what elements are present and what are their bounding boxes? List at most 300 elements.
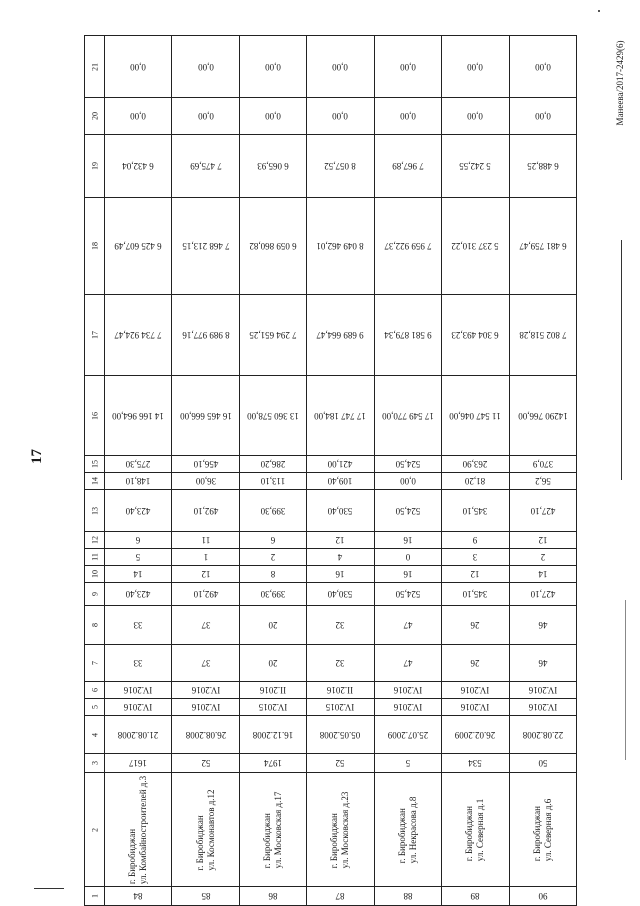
cell-value: 0,00 [130, 61, 147, 72]
column-number-label: 8 [90, 623, 99, 627]
table-cell [239, 532, 306, 549]
table-cell [307, 295, 374, 376]
table-cell [105, 583, 172, 606]
table-cell [442, 549, 509, 566]
table-cell [105, 198, 172, 295]
cell-value: 0,00 [265, 111, 281, 121]
cell-value: 7 294 651,25 [249, 330, 297, 340]
cell-value: IV.2015 [326, 702, 355, 712]
cell-value: 1974 [264, 758, 283, 768]
table-cell [442, 754, 509, 773]
cell-value: 16 [335, 569, 345, 579]
table-cell [172, 583, 239, 606]
table-cell [374, 754, 441, 773]
table-cell [239, 645, 306, 682]
table-cell [172, 754, 239, 773]
cell-value: 33 [133, 620, 143, 630]
table-cell [172, 98, 239, 135]
table-cell [374, 198, 441, 295]
table-cell [442, 682, 509, 699]
table-cell [374, 682, 441, 699]
column-number-label: 3 [90, 761, 99, 765]
column-number-label: 1 [90, 894, 99, 898]
table-band-col-7 [85, 645, 577, 682]
cell-value: 84 [133, 891, 143, 901]
table-cell [442, 566, 509, 583]
column-number [85, 699, 105, 716]
cell-value: 530,40 [328, 505, 353, 516]
cell-value: 21.08.2008 [117, 729, 159, 740]
column-number [85, 549, 105, 566]
cell-value: 524,50 [395, 505, 421, 516]
cell-value: IV.2016 [528, 685, 558, 695]
column-number [85, 682, 105, 699]
column-number-label: 10 [90, 570, 99, 578]
column-number [85, 645, 105, 682]
cell-value: 14 [133, 569, 143, 579]
table-cell [307, 456, 374, 473]
address-street: ул. Московская д.17 [273, 791, 284, 868]
cell-value: 20 [268, 658, 278, 668]
column-number-label: 16 [90, 411, 99, 420]
cell-value: 524,50 [395, 589, 421, 599]
cell-value: 427,10 [530, 589, 556, 599]
cell-value: 6 432,04 [122, 161, 154, 171]
column-number [85, 887, 105, 906]
table-cell [442, 36, 509, 98]
cell-value: 46 [538, 620, 548, 630]
table-cell [374, 135, 441, 198]
table-cell [509, 98, 576, 135]
table-cell [239, 699, 306, 716]
cell-value: 423,40 [125, 505, 151, 516]
cell-value: 0,00 [197, 61, 214, 72]
table-cell [374, 456, 441, 473]
column-number [85, 36, 105, 98]
cell-value: 370,9 [532, 459, 553, 469]
table-cell [239, 716, 306, 754]
cell-value: 11 547 046,00 [449, 410, 502, 421]
cell-value: 109,40 [328, 476, 353, 486]
column-number-label: 14 [90, 477, 99, 485]
table-cell [172, 716, 239, 754]
housing-table [84, 35, 577, 901]
table-cell [105, 773, 172, 887]
table-cell [374, 376, 441, 456]
table-cell [442, 98, 509, 135]
cell-value: IV.2016 [191, 685, 220, 695]
cell-value: 32 [335, 658, 345, 668]
table-cell [374, 36, 441, 98]
table-cell [374, 773, 441, 887]
cell-value: 12 [538, 535, 548, 545]
table-band-col-2 [85, 773, 577, 887]
cell-value: 56,2 [534, 476, 551, 486]
cell-value: 1 [203, 552, 208, 562]
table-band-col-3 [85, 754, 577, 773]
cell-value: IV.2016 [393, 685, 423, 695]
cell-value: 17 747 184,00 [314, 410, 367, 421]
cell-value: II.2016 [259, 685, 287, 695]
table-cell [172, 773, 239, 887]
address-text [397, 796, 419, 863]
table-cell [239, 549, 306, 566]
cell-value: 113,10 [260, 476, 286, 486]
cell-value: 7 468 213,15 [182, 241, 230, 251]
table-cell [374, 716, 441, 754]
table-cell [105, 549, 172, 566]
table-cell [374, 887, 441, 906]
table-cell [442, 645, 509, 682]
table-cell [509, 645, 576, 682]
cell-value: 3 [473, 552, 478, 562]
address-city: г. Биробиджан [127, 828, 138, 884]
table-cell [105, 490, 172, 532]
cell-value: 0,00 [400, 111, 416, 121]
table-cell [442, 583, 509, 606]
address-city: г. Биробиджан [194, 814, 205, 871]
table-cell [374, 490, 441, 532]
column-number-label: 12 [90, 536, 99, 544]
table-cell [509, 887, 576, 906]
table-cell [172, 490, 239, 532]
table-cell [239, 456, 306, 473]
cell-value: 4 [338, 552, 343, 562]
table-cell [374, 549, 441, 566]
table-cell [509, 135, 576, 198]
column-number-label: 2 [90, 827, 99, 832]
table-cell [172, 887, 239, 906]
cell-value: 492,10 [193, 505, 218, 516]
column-number [85, 716, 105, 754]
table-band-col-8 [85, 606, 577, 645]
cell-value: 86 [268, 891, 278, 901]
table-cell [105, 456, 172, 473]
cell-value: 6 [135, 535, 141, 545]
table-cell [172, 566, 239, 583]
cell-value: 524,50 [395, 459, 421, 469]
table-cell [105, 376, 172, 456]
table-cell [105, 699, 172, 716]
cell-value: 6 481 759,47 [519, 241, 567, 251]
column-number-label: 21 [90, 62, 99, 71]
table-cell [172, 549, 239, 566]
cell-value: 0,00 [197, 111, 214, 121]
cell-value: 6 425 607,49 [114, 241, 162, 251]
column-number-label: 6 [90, 688, 99, 692]
table-cell [442, 716, 509, 754]
address-city: г. Биробиджан [262, 812, 273, 868]
table-cell [172, 699, 239, 716]
cell-value: 05.05.2008 [320, 729, 361, 740]
page-number: 17 [29, 449, 45, 464]
table-band-col-1 [85, 887, 577, 906]
column-number [85, 532, 105, 549]
address-text [532, 798, 554, 860]
cell-value: 20 [268, 620, 278, 630]
cell-value: 0 [405, 552, 411, 562]
table-cell [442, 376, 509, 456]
cell-value: 5 [135, 552, 141, 562]
table-band-col-14 [85, 473, 577, 490]
table-cell [509, 716, 576, 754]
cell-value: 0,00 [400, 61, 416, 72]
table-cell [239, 473, 306, 490]
table-cell [509, 773, 576, 887]
table-cell [509, 532, 576, 549]
table-cell [442, 295, 509, 376]
table-cell [172, 682, 239, 699]
address-city: г. Биробиджан [464, 805, 475, 861]
cell-value: 16 [403, 535, 413, 545]
cell-value: 7 967,89 [392, 161, 424, 171]
scan-edge-line [621, 240, 622, 480]
table-cell [105, 295, 172, 376]
cell-value: 492,10 [193, 589, 218, 599]
cell-value: 2 [540, 552, 546, 562]
cell-value: 26.08.2008 [185, 729, 226, 740]
cell-value: 9 581 879,34 [384, 330, 432, 340]
cell-value: 12 [201, 569, 211, 579]
table-cell [239, 887, 306, 906]
cell-value: 16 465 666,00 [179, 410, 232, 421]
column-number-label: 13 [90, 506, 99, 515]
cell-value: 16.12.2008 [252, 729, 294, 740]
address-text [464, 798, 486, 860]
cell-value: 8 057,52 [324, 161, 357, 171]
table-band-col-11 [85, 549, 577, 566]
table-cell [509, 549, 576, 566]
cell-value: 89 [470, 891, 480, 901]
table-cell [307, 135, 374, 198]
cell-value: 2 [270, 552, 276, 562]
table-band-col-15 [85, 456, 577, 473]
cell-value: 9 [473, 535, 478, 545]
cell-value: 0,00 [130, 111, 147, 121]
table-cell [374, 98, 441, 135]
table-cell [374, 532, 441, 549]
table-cell [509, 295, 576, 376]
cell-value: IV.2016 [528, 702, 558, 712]
table-cell [172, 376, 239, 456]
column-number [85, 135, 105, 198]
cell-value: 8 049 462,01 [316, 241, 365, 251]
table-cell [105, 887, 172, 906]
cell-value: 0,00 [534, 61, 551, 72]
table-cell [442, 532, 509, 549]
table-band-col-17 [85, 295, 577, 376]
table-cell [105, 606, 172, 645]
table-cell [239, 773, 306, 887]
cell-value: 17 549 770,00 [382, 410, 434, 421]
column-number-label: 4 [90, 732, 99, 737]
table-cell [307, 754, 374, 773]
table-cell [307, 716, 374, 754]
table-cell [307, 490, 374, 532]
column-number-label: 11 [90, 553, 99, 561]
table-cell [105, 645, 172, 682]
cell-value: 7 802 518,28 [519, 330, 567, 340]
cell-value: 275,30 [125, 459, 151, 469]
cell-value: 0,00 [265, 61, 281, 72]
cell-value: 399,30 [260, 589, 286, 599]
table-cell [307, 532, 374, 549]
cell-value: II.2016 [327, 685, 354, 695]
cell-value: 6 488,25 [527, 161, 559, 171]
table-cell [442, 606, 509, 645]
table-cell [374, 295, 441, 376]
cell-value: 37 [201, 620, 211, 630]
cell-value: 8 989 977,16 [182, 330, 230, 340]
table-cell [239, 135, 306, 198]
column-number [85, 490, 105, 532]
table-cell [307, 376, 374, 456]
table-cell [239, 490, 306, 532]
column-number [85, 376, 105, 456]
cell-value: IV.2016 [123, 702, 153, 712]
cell-value: 52 [335, 758, 345, 768]
table-band-col-13 [85, 490, 577, 532]
table-cell [442, 473, 509, 490]
column-number [85, 98, 105, 135]
address-city: г. Биробиджан [396, 807, 407, 863]
scan-speck [598, 10, 600, 12]
cell-value: 0,00 [400, 476, 416, 486]
cell-value: 26.02.2009 [455, 729, 496, 740]
table-cell [105, 716, 172, 754]
table-cell [307, 583, 374, 606]
cell-value: IV.2016 [191, 702, 220, 712]
table-cell [374, 606, 441, 645]
cell-value: 11 [201, 535, 210, 545]
column-number [85, 606, 105, 645]
column-number [85, 583, 105, 606]
table-cell [172, 198, 239, 295]
table-cell [509, 456, 576, 473]
cell-value: 14290 766,00 [518, 410, 568, 421]
scan-edge-line [625, 600, 626, 760]
table-cell [239, 754, 306, 773]
cell-value: 33 [133, 658, 143, 668]
cell-value: 32 [335, 620, 345, 630]
cell-value: 5 242,55 [459, 161, 492, 171]
cell-value: 13 360 578,00 [247, 410, 299, 421]
table-cell [172, 473, 239, 490]
cell-value: 36,00 [195, 476, 216, 486]
table-cell [442, 699, 509, 716]
cell-value: 12 [335, 535, 345, 545]
table-cell [105, 682, 172, 699]
column-number [85, 456, 105, 473]
cell-value: 26 [470, 620, 480, 630]
table-cell [239, 566, 306, 583]
table-cell [307, 566, 374, 583]
cell-value: 14 [538, 569, 548, 579]
table-cell [509, 583, 576, 606]
cell-value: IV.2016 [123, 685, 153, 695]
table-cell [105, 473, 172, 490]
cell-value: 47 [403, 620, 413, 630]
column-number-label: 17 [90, 331, 99, 339]
cell-value: 87 [335, 891, 345, 901]
table-cell [307, 887, 374, 906]
document-side-mark: Манеева/2017-2429(6) [615, 40, 625, 126]
table-band-col-21 [85, 36, 577, 98]
table-cell [172, 295, 239, 376]
cell-value: 25.07.2009 [387, 729, 429, 740]
table-cell [307, 473, 374, 490]
cell-value: 5 237 310,22 [451, 241, 499, 251]
cell-value: 47 [403, 658, 413, 668]
table-cell [307, 549, 374, 566]
table-cell [442, 198, 509, 295]
cell-value: 7 959 922,37 [384, 241, 432, 251]
column-number-label: 7 [90, 661, 99, 665]
cell-value: 7 475,69 [189, 161, 222, 171]
table-cell [105, 532, 172, 549]
cell-value: 286,20 [260, 459, 286, 469]
address-street: ул. Северная д.6 [542, 798, 553, 861]
cell-value: 81,20 [465, 476, 486, 486]
table-cell [307, 682, 374, 699]
table-cell [307, 198, 374, 295]
table-cell [374, 699, 441, 716]
table-cell [239, 36, 306, 98]
cell-value: IV.2016 [461, 702, 490, 712]
table-cell [172, 36, 239, 98]
table-band-col-6 [85, 682, 577, 699]
cell-value: 1617 [129, 758, 148, 768]
column-number [85, 198, 105, 295]
address-text [262, 791, 284, 868]
address-street: ул. Некрасова д.8 [407, 796, 418, 863]
table-cell [509, 682, 576, 699]
cell-value: 421,00 [328, 459, 353, 469]
cell-value: 148,10 [125, 476, 151, 486]
table-cell [239, 198, 306, 295]
table-cell [307, 36, 374, 98]
table-cell [509, 36, 576, 98]
table-band-col-5 [85, 699, 577, 716]
table-cell [239, 376, 306, 456]
table-cell [307, 98, 374, 135]
column-number [85, 754, 105, 773]
cell-value: 456,10 [193, 459, 218, 469]
table-cell [307, 606, 374, 645]
cell-value: IV.2016 [393, 702, 423, 712]
table-band-col-20 [85, 98, 577, 135]
cell-value: 14 166 964,00 [112, 410, 165, 421]
cell-value: 6 [270, 535, 276, 545]
cell-value: IV.2015 [258, 702, 288, 712]
address-city: г. Биробиджан [329, 812, 340, 868]
column-number [85, 773, 105, 887]
column-number-label: 15 [90, 460, 99, 468]
column-number [85, 473, 105, 490]
table-cell [105, 36, 172, 98]
table-cell [239, 98, 306, 135]
cell-value: 0,00 [534, 111, 551, 121]
address-text [329, 791, 351, 868]
cell-value: 0,00 [332, 61, 349, 72]
table-cell [374, 473, 441, 490]
column-number-label: 19 [90, 162, 99, 170]
table-cell [239, 295, 306, 376]
table-cell [374, 566, 441, 583]
cell-value: 6 059 860,82 [249, 241, 297, 251]
table-band-col-18 [85, 198, 577, 295]
cell-value: IV.2016 [461, 685, 490, 695]
